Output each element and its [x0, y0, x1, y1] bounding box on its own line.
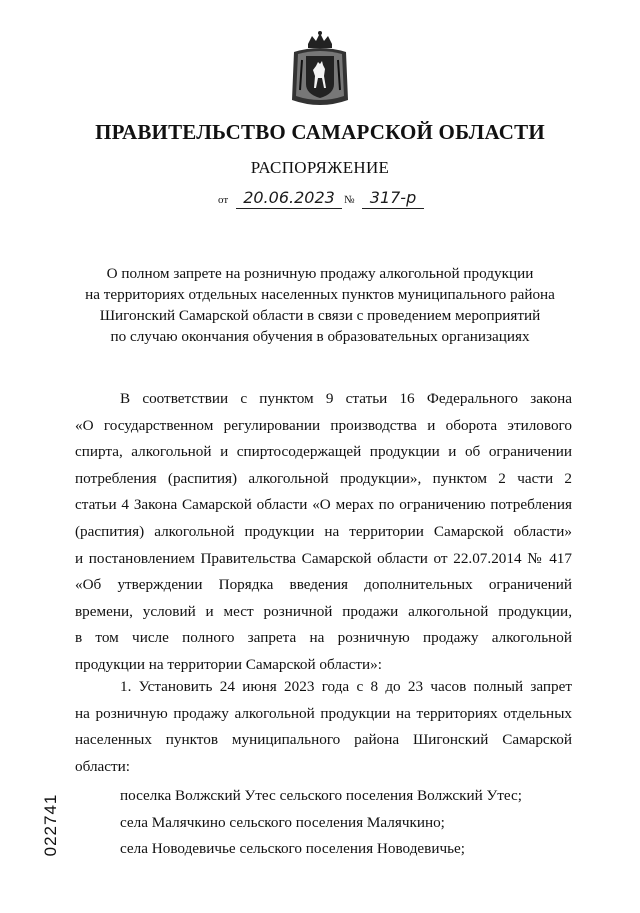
clause-line: на розничную продажу алкогольной продукции на территориях отдельных [75, 704, 572, 722]
clause-line: населенных пунктов муниципального района Шигонский Самарской [75, 731, 572, 749]
preamble-line: «О государственном регулировании производства и оборота этилового [75, 416, 572, 434]
preamble-line: потребления (распития) алкогольной продукции», пунктом 2 части 2 [75, 469, 572, 487]
serial-number-text: 022741 [41, 793, 60, 857]
government-title: ПРАВИТЕЛЬСТВО САМАРСКОЙ ОБЛАСТИ [95, 120, 545, 144]
preamble-line: (распития) алкогольной продукции на территории Самарской области» [75, 522, 572, 540]
date-prefix: от [218, 194, 229, 206]
document-type: РАСПОРЯЖЕНИЕ [250, 158, 390, 177]
preamble-paragraph [75, 386, 572, 679]
preamble-line: и постановлением Правительства Самарской области от 22.07.2014 № 417 [75, 549, 572, 567]
preamble-line: времени, условий и мест розничной продажи алкогольной продукции, [75, 602, 572, 620]
document-subject [70, 263, 570, 347]
document-number: 317-р [362, 188, 424, 209]
settlement-list [120, 783, 522, 863]
document-date: 20.06.2023 [236, 188, 342, 209]
preamble-line: в том числе полного запрета на розничную продажу алкогольной [75, 629, 572, 647]
number-prefix: № [344, 194, 355, 206]
preamble-line: продукции на территории Самарской области»: [75, 655, 382, 673]
subject-line: Шигонский Самарской области в связи с проведением мероприятий [99, 307, 541, 324]
list-item: села Новодевичье сельского поселения Новодевичье; [120, 840, 465, 858]
date-number-line [216, 188, 436, 212]
subject-line: О полном запрете на розничную продажу алкогольной продукции [106, 265, 534, 282]
clause-line: области: [75, 757, 130, 775]
preamble-line: В соответствии с пунктом 9 статьи 16 Федерального закона [120, 390, 572, 407]
subject-line: по случаю окончания обучения в образовательных организациях [110, 328, 530, 345]
samara-coat-of-arms-icon [288, 30, 352, 110]
preamble-line: статьи 4 Закона Самарской области «О мерах по ограничению потребления [75, 496, 572, 514]
preamble-line: «Об утверждении Порядка введения дополнительных ограничений [75, 576, 572, 594]
preamble-line: спирта, алкогольной и спиртосодержащей продукции и об ограничении [75, 443, 572, 461]
side-serial-number [36, 790, 66, 860]
list-item: села Малячкино сельского поселения Малячкино; [120, 813, 445, 831]
clause-1-paragraph [75, 674, 572, 780]
subject-line: на территориях отдельных населенных пунктов муниципального района [85, 286, 555, 303]
clause-line: 1. Установить 24 июня 2023 года с 8 до 23 часов полный запрет [120, 678, 572, 695]
list-item: поселка Волжский Утес сельского поселения Волжский Утес; [120, 787, 523, 804]
